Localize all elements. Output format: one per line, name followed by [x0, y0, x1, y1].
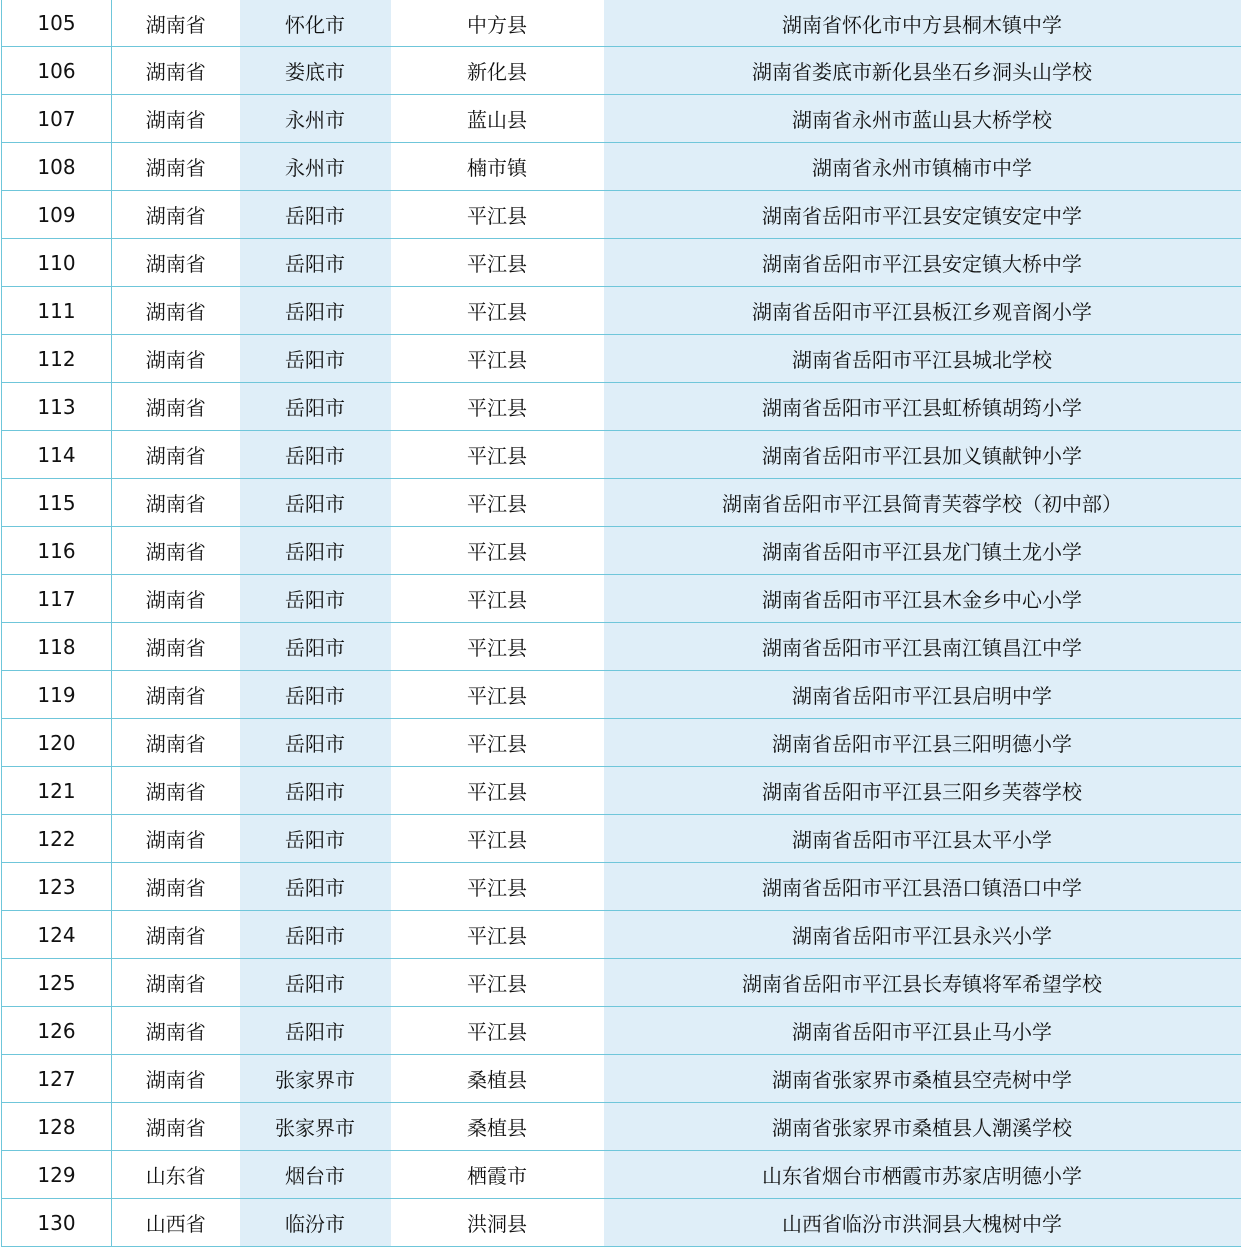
county-cell: 平江县: [391, 863, 604, 911]
school-name-cell: 湖南省娄底市新化县坐石乡洞头山学校: [604, 47, 1241, 95]
table-row: [2, 623, 1241, 671]
row-number-cell: 121: [2, 767, 112, 815]
city-cell: 岳阳市: [240, 479, 391, 527]
province-cell: 湖南省: [112, 239, 240, 287]
county-cell: 平江县: [391, 527, 604, 575]
county-cell: 中方县: [391, 0, 604, 47]
province-cell: 湖南省: [112, 47, 240, 95]
school-name-cell: 湖南省岳阳市平江县长寿镇将军希望学校: [604, 959, 1241, 1007]
county-cell: 平江县: [391, 287, 604, 335]
county-cell: 平江县: [391, 719, 604, 767]
county-cell: 洪洞县: [391, 1199, 604, 1247]
county-cell: 平江县: [391, 671, 604, 719]
row-number-cell: 117: [2, 575, 112, 623]
city-cell: 临汾市: [240, 1199, 391, 1247]
row-number-cell: 123: [2, 863, 112, 911]
county-cell: 平江县: [391, 623, 604, 671]
city-cell: 岳阳市: [240, 239, 391, 287]
province-cell: 湖南省: [112, 287, 240, 335]
province-cell: 湖南省: [112, 479, 240, 527]
table-row: [2, 95, 1241, 143]
row-number-cell: 111: [2, 287, 112, 335]
table-row: [2, 1151, 1241, 1199]
table-row: [2, 863, 1241, 911]
province-cell: 湖南省: [112, 95, 240, 143]
county-cell: 平江县: [391, 815, 604, 863]
county-cell: 桑植县: [391, 1103, 604, 1151]
county-cell: 楠市镇: [391, 143, 604, 191]
school-name-cell: 湖南省岳阳市平江县安定镇大桥中学: [604, 239, 1241, 287]
province-cell: 湖南省: [112, 815, 240, 863]
table-row: [2, 47, 1241, 95]
row-number-cell: 107: [2, 95, 112, 143]
school-name-cell: 湖南省岳阳市平江县启明中学: [604, 671, 1241, 719]
city-cell: 张家界市: [240, 1055, 391, 1103]
school-name-cell: 湖南省岳阳市平江县南江镇昌江中学: [604, 623, 1241, 671]
table-row: [2, 239, 1241, 287]
county-cell: 平江县: [391, 911, 604, 959]
row-number-cell: 127: [2, 1055, 112, 1103]
city-cell: 岳阳市: [240, 623, 391, 671]
school-name-cell: 湖南省张家界市桑植县空壳树中学: [604, 1055, 1241, 1103]
city-cell: 岳阳市: [240, 527, 391, 575]
province-cell: 湖南省: [112, 863, 240, 911]
school-name-cell: 湖南省岳阳市平江县简青芙蓉学校（初中部）: [604, 479, 1241, 527]
province-cell: 湖南省: [112, 431, 240, 479]
province-cell: 湖南省: [112, 575, 240, 623]
table-row: [2, 959, 1241, 1007]
table-body: [2, 0, 1241, 1247]
table-row: [2, 143, 1241, 191]
city-cell: 永州市: [240, 143, 391, 191]
row-number-cell: 129: [2, 1151, 112, 1199]
table-row: [2, 191, 1241, 239]
county-cell: 平江县: [391, 191, 604, 239]
province-cell: 湖南省: [112, 959, 240, 1007]
county-cell: 平江县: [391, 335, 604, 383]
school-name-cell: 湖南省岳阳市平江县加义镇献钟小学: [604, 431, 1241, 479]
school-name-cell: 湖南省岳阳市平江县虹桥镇胡筠小学: [604, 383, 1241, 431]
school-name-cell: 湖南省岳阳市平江县木金乡中心小学: [604, 575, 1241, 623]
row-number-cell: 110: [2, 239, 112, 287]
row-number-cell: 119: [2, 671, 112, 719]
city-cell: 岳阳市: [240, 863, 391, 911]
table-row: [2, 815, 1241, 863]
table-row: [2, 575, 1241, 623]
county-cell: 平江县: [391, 479, 604, 527]
row-number-cell: 113: [2, 383, 112, 431]
city-cell: 娄底市: [240, 47, 391, 95]
school-name-cell: 湖南省岳阳市平江县三阳乡芙蓉学校: [604, 767, 1241, 815]
county-cell: 平江县: [391, 383, 604, 431]
school-name-cell: 湖南省岳阳市平江县三阳明德小学: [604, 719, 1241, 767]
table-row: [2, 1007, 1241, 1055]
table-row: [2, 671, 1241, 719]
school-name-cell: 湖南省岳阳市平江县城北学校: [604, 335, 1241, 383]
county-cell: 蓝山县: [391, 95, 604, 143]
row-number-cell: 126: [2, 1007, 112, 1055]
school-name-cell: 山东省烟台市栖霞市苏家店明德小学: [604, 1151, 1241, 1199]
county-cell: 平江县: [391, 239, 604, 287]
table-row: [2, 335, 1241, 383]
school-name-cell: 湖南省岳阳市平江县安定镇安定中学: [604, 191, 1241, 239]
table-row: [2, 527, 1241, 575]
school-name-cell: 湖南省岳阳市平江县永兴小学: [604, 911, 1241, 959]
city-cell: 岳阳市: [240, 719, 391, 767]
table-row: [2, 287, 1241, 335]
city-cell: 张家界市: [240, 1103, 391, 1151]
school-name-cell: 湖南省岳阳市平江县板江乡观音阁小学: [604, 287, 1241, 335]
county-cell: 平江县: [391, 959, 604, 1007]
row-number-cell: 109: [2, 191, 112, 239]
table-row: [2, 431, 1241, 479]
row-number-cell: 108: [2, 143, 112, 191]
school-name-cell: 湖南省岳阳市平江县太平小学: [604, 815, 1241, 863]
province-cell: 湖南省: [112, 191, 240, 239]
county-cell: 栖霞市: [391, 1151, 604, 1199]
county-cell: 平江县: [391, 767, 604, 815]
province-cell: 湖南省: [112, 1055, 240, 1103]
county-cell: 桑植县: [391, 1055, 604, 1103]
city-cell: 岳阳市: [240, 959, 391, 1007]
city-cell: 岳阳市: [240, 575, 391, 623]
city-cell: 岳阳市: [240, 431, 391, 479]
province-cell: 湖南省: [112, 911, 240, 959]
city-cell: 烟台市: [240, 1151, 391, 1199]
province-cell: 湖南省: [112, 767, 240, 815]
row-number-cell: 128: [2, 1103, 112, 1151]
city-cell: 岳阳市: [240, 911, 391, 959]
table-row: [2, 911, 1241, 959]
school-name-cell: 湖南省怀化市中方县桐木镇中学: [604, 0, 1241, 47]
table-row: [2, 767, 1241, 815]
school-name-cell: 湖南省张家界市桑植县人潮溪学校: [604, 1103, 1241, 1151]
city-cell: 岳阳市: [240, 815, 391, 863]
county-cell: 平江县: [391, 575, 604, 623]
table-row: [2, 0, 1241, 47]
table-row: [2, 1055, 1241, 1103]
table-row: [2, 479, 1241, 527]
province-cell: 湖南省: [112, 671, 240, 719]
city-cell: 岳阳市: [240, 335, 391, 383]
province-cell: 湖南省: [112, 1007, 240, 1055]
province-cell: 湖南省: [112, 335, 240, 383]
city-cell: 岳阳市: [240, 191, 391, 239]
county-cell: 新化县: [391, 47, 604, 95]
row-number-cell: 112: [2, 335, 112, 383]
row-number-cell: 120: [2, 719, 112, 767]
school-name-cell: 湖南省永州市蓝山县大桥学校: [604, 95, 1241, 143]
table-row: [2, 383, 1241, 431]
city-cell: 岳阳市: [240, 383, 391, 431]
table-row: [2, 1103, 1241, 1151]
row-number-cell: 118: [2, 623, 112, 671]
row-number-cell: 125: [2, 959, 112, 1007]
province-cell: 湖南省: [112, 1103, 240, 1151]
province-cell: 湖南省: [112, 527, 240, 575]
row-number-cell: 116: [2, 527, 112, 575]
table-row: [2, 719, 1241, 767]
province-cell: 湖南省: [112, 719, 240, 767]
school-name-cell: 湖南省永州市镇楠市中学: [604, 143, 1241, 191]
row-number-cell: 105: [2, 0, 112, 47]
city-cell: 怀化市: [240, 0, 391, 47]
county-cell: 平江县: [391, 1007, 604, 1055]
school-name-cell: 湖南省岳阳市平江县浯口镇浯口中学: [604, 863, 1241, 911]
row-number-cell: 106: [2, 47, 112, 95]
province-cell: 湖南省: [112, 623, 240, 671]
school-name-cell: 湖南省岳阳市平江县止马小学: [604, 1007, 1241, 1055]
table-row: [2, 1199, 1241, 1247]
city-cell: 岳阳市: [240, 767, 391, 815]
province-cell: 湖南省: [112, 383, 240, 431]
row-number-cell: 115: [2, 479, 112, 527]
province-cell: 湖南省: [112, 0, 240, 47]
city-cell: 岳阳市: [240, 1007, 391, 1055]
school-name-cell: 山西省临汾市洪洞县大槐树中学: [604, 1199, 1241, 1247]
school-name-cell: 湖南省岳阳市平江县龙门镇土龙小学: [604, 527, 1241, 575]
city-cell: 永州市: [240, 95, 391, 143]
row-number-cell: 122: [2, 815, 112, 863]
city-cell: 岳阳市: [240, 287, 391, 335]
row-number-cell: 114: [2, 431, 112, 479]
province-cell: 湖南省: [112, 143, 240, 191]
school-table: [1, 0, 1241, 1247]
province-cell: 山西省: [112, 1199, 240, 1247]
county-cell: 平江县: [391, 431, 604, 479]
province-cell: 山东省: [112, 1151, 240, 1199]
city-cell: 岳阳市: [240, 671, 391, 719]
row-number-cell: 124: [2, 911, 112, 959]
row-number-cell: 130: [2, 1199, 112, 1247]
